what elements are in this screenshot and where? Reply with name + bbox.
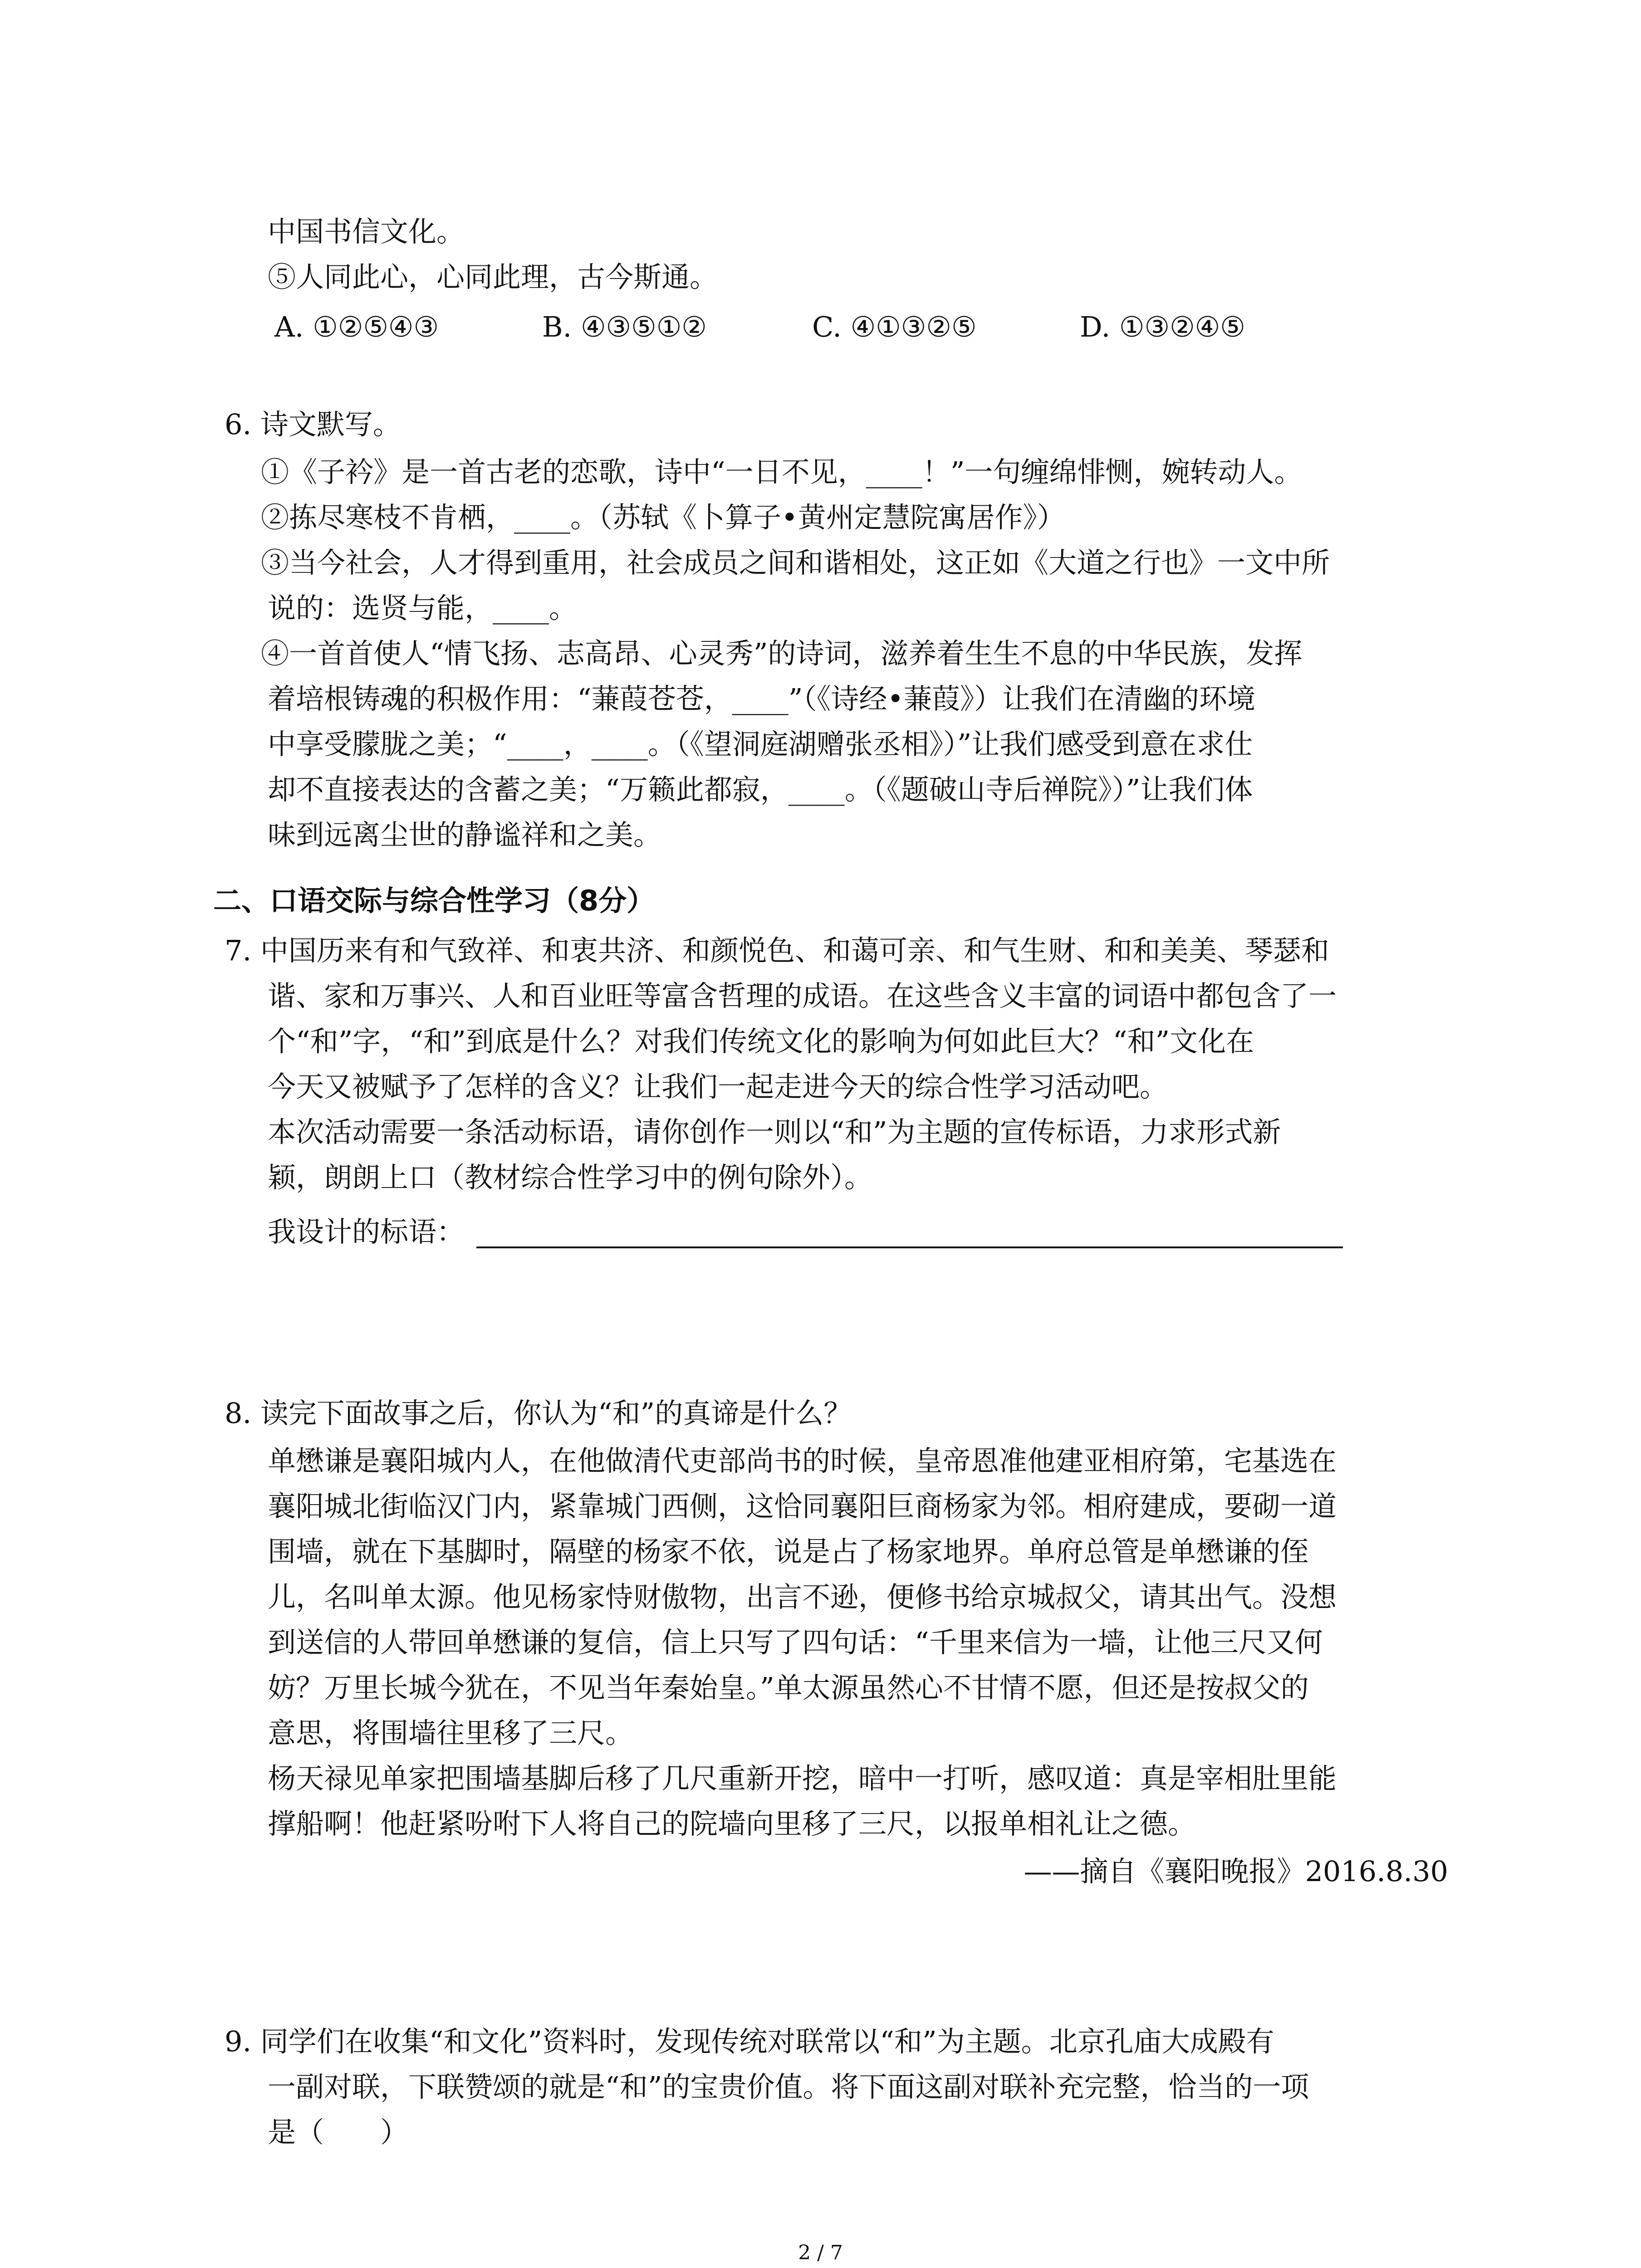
q7-line-3: 个“和”字，“和”到底是什么？对我们传统文化的影响为何如此巨大？“和”文化在 bbox=[268, 1025, 1254, 1058]
q5-option-b: B. ④③⑤①② bbox=[542, 310, 707, 343]
q6-line-3: ③当今社会，人才得到重用，社会成员之间和谐相处，这正如《大道之行也》一文中所 bbox=[261, 546, 1330, 579]
q5-option-d: D. ①③②④⑤ bbox=[1080, 310, 1245, 343]
q6-line-7: 中享受朦胧之美；“____，____。（《望洞庭湖赠张丞相》）”让我们感受到意在求仕 bbox=[268, 728, 1253, 761]
q8-line-4: 围墙，就在下基脚时，隔壁的杨家不依，说是占了杨家地界。单府总管是单懋谦的侄 bbox=[268, 1535, 1309, 1568]
q5-continuation: 中国书信文化。 bbox=[268, 215, 465, 248]
q5-option-a: A. ①②⑤④③ bbox=[274, 310, 439, 343]
q8-line-6: 到送信的人带回单懋谦的复信，信上只写了四句话：“千里来信为一墙，让他三尺又何 bbox=[268, 1626, 1323, 1659]
q7-line-4: 今天又被赋予了怎样的含义？让我们一起走进今天的综合性学习活动吧。 bbox=[268, 1070, 1168, 1103]
q8-line-5: 儿，名叫单太源。他见杨家恃财傲物，出言不逊，便修书给京城叔父，请其出气。没想 bbox=[268, 1580, 1337, 1613]
q9-line-1: 9. 同学们在收集“和文化”资料时，发现传统对联常以“和”为主题。北京孔庙大成殿有 bbox=[225, 2025, 1274, 2058]
q8-source: ——摘自《襄阳晚报》2016.8.30 bbox=[1024, 1855, 1448, 1888]
q7-answer-line[interactable] bbox=[476, 1246, 1343, 1248]
q9-line-2: 一副对联，下联赞颂的就是“和”的宝贵价值。将下面这副对联补充完整，恰当的一项 bbox=[268, 2070, 1309, 2103]
q8-line-1: 8. 读完下面故事之后，你认为“和”的真谛是什么？ bbox=[225, 1397, 852, 1430]
q5-item-5: ⑤人同此心，心同此理，古今斯通。 bbox=[268, 260, 718, 293]
q8-line-2: 单懋谦是襄阳城内人，在他做清代吏部尚书的时候，皇帝恩准他建亚相府第，宅基选在 bbox=[268, 1444, 1337, 1477]
page-number: 2 / 7 bbox=[798, 2241, 843, 2264]
q7-line-1: 7. 中国历来有和气致祥、和衷共济、和颜悦色、和蔼可亲、和气生财、和和美美、琴瑟和 bbox=[225, 934, 1329, 967]
q8-line-3: 襄阳城北街临汉门内，紧靠城门西侧，这恰同襄阳巨商杨家为邻。相府建成，要砌一道 bbox=[268, 1490, 1337, 1523]
q7-line-2: 谐、家和万事兴、人和百业旺等富含哲理的成语。在这些含义丰富的词语中都包含了一 bbox=[268, 979, 1337, 1012]
q5-option-c: C. ④①③②⑤ bbox=[812, 310, 977, 343]
q6-line-6: 着培根铸魂的积极作用：“蒹葭苍苍，____”（《诗经•蒹葭》）让我们在清幽的环境 bbox=[268, 682, 1255, 715]
q6-line-1: ①《子衿》是一首古老的恋歌，诗中“一日不见，____！”一句缠绵悱恻，婉转动人。 bbox=[261, 455, 1303, 489]
q6-line-9: 味到远离尘世的静谧祥和之美。 bbox=[268, 818, 662, 851]
q9-line-3: 是（ ） bbox=[268, 2116, 409, 2149]
q6-title: 6. 诗文默写。 bbox=[225, 408, 401, 441]
q7-answer-label: 我设计的标语： bbox=[268, 1215, 465, 1248]
q7-line-6: 颖，朗朗上口（教材综合性学习中的例句除外）。 bbox=[268, 1161, 873, 1194]
q8-line-7: 妨？万里长城今犹在，不见当年秦始皇。”单太源虽然心不甘情不愿，但还是按叔父的 bbox=[268, 1671, 1309, 1704]
q8-line-9: 杨天禄见单家把围墙基脚后移了几尺重新开挖，暗中一打听，感叹道：真是宰相肚里能 bbox=[268, 1762, 1337, 1795]
q6-line-5: ④一首首使人“情飞扬、志高昂、心灵秀”的诗词，滋养着生生不息的中华民族，发挥 bbox=[261, 637, 1303, 670]
q7-line-5: 本次活动需要一条活动标语，请你创作一则以“和”为主题的宣传标语，力求形式新 bbox=[268, 1115, 1281, 1149]
q8-line-8: 意思，将围墙往里移了三尺。 bbox=[268, 1716, 634, 1750]
q8-line-10: 撑船啊！他赶紧吩咐下人将自己的院墙向里移了三尺，以报单相礼让之德。 bbox=[268, 1807, 1196, 1840]
q6-line-8: 却不直接表达的含蓄之美；“万籁此都寂，____。（《题破山寺后禅院》）”让我们体 bbox=[268, 773, 1253, 806]
q6-line-2: ②拣尽寒枝不肯栖，____。（苏轼《卜算子•黄州定慧院寓居作》） bbox=[261, 501, 1065, 534]
section-heading: 二、口语交际与综合性学习（8分） bbox=[213, 884, 655, 917]
q6-line-4: 说的：选贤与能，____。 bbox=[268, 591, 578, 625]
